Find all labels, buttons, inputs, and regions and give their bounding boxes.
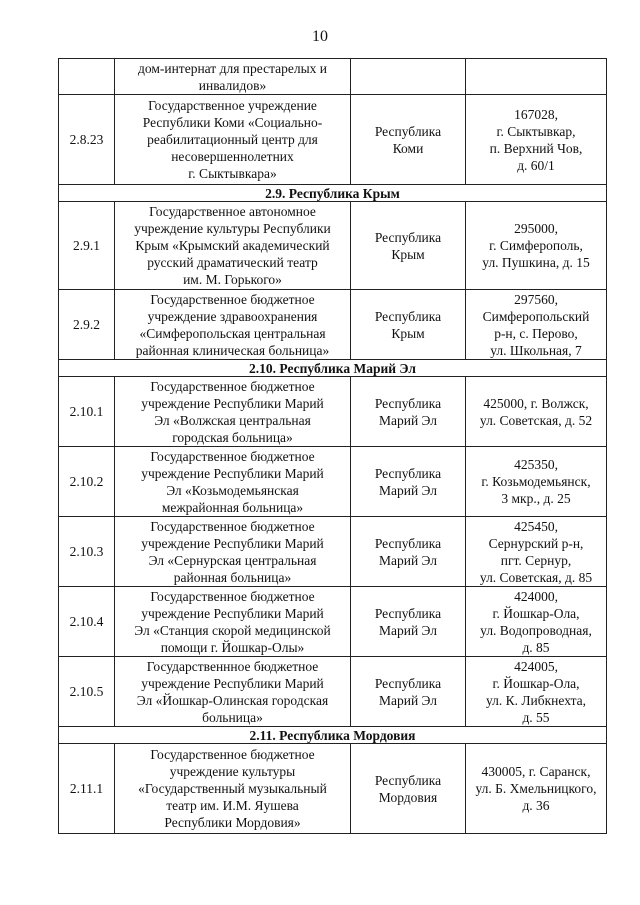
institution-name-cell	[115, 377, 351, 447]
region-line: Марий Эл	[378, 692, 438, 708]
institution-name-line: районная клиническая больница»	[135, 342, 330, 358]
institution-name-line: Государственное бюджетное	[150, 448, 315, 464]
address-line: г. Йошкар-Ола,	[492, 675, 580, 691]
institution-name-line: Государственное бюджетное	[150, 747, 315, 762]
address-line: 425350,	[514, 457, 558, 472]
row-number-cell: 2.11.1	[59, 744, 115, 834]
row-number-cell: 2.10.5	[59, 657, 115, 727]
institution-name-line: несовершеннолетних	[171, 149, 294, 164]
row-number-cell: 2.10.2	[59, 447, 115, 517]
region-line: Республика	[374, 308, 442, 324]
institution-name-line: учреждение Республики Марий	[141, 605, 324, 621]
section-header-row	[59, 360, 607, 377]
section-header-row	[59, 185, 607, 202]
section-title: 2.9. Республика Крым	[59, 185, 607, 202]
address-line: ул. Пушкина, д. 15	[482, 255, 590, 270]
region-line: Марий Эл	[378, 622, 438, 638]
institution-name-line: Государственное бюджетное	[150, 378, 315, 394]
region-cell	[351, 290, 466, 360]
region-line: Республика	[374, 395, 442, 411]
region-cell	[351, 744, 466, 834]
region-cell	[351, 587, 466, 657]
institution-name-line: реабилитационный центр для	[147, 132, 318, 147]
address-line: пгт. Сернур,	[500, 552, 572, 568]
institution-name-line: инвалидов»	[198, 77, 267, 93]
institution-name-line: Государственное автономное	[149, 204, 316, 219]
institution-name-line: Эл «Сернурская центральная	[148, 552, 317, 568]
table-row	[59, 657, 607, 727]
address-line: ул. Школьная, 7	[490, 342, 582, 358]
region-cell	[351, 202, 466, 290]
institution-name-cell	[115, 587, 351, 657]
region-line: Крым	[391, 325, 425, 341]
institution-name-line: городская больница»	[172, 429, 293, 445]
institution-name-cell	[115, 657, 351, 727]
region-line: Республика	[374, 535, 442, 551]
address-line: ул. Б. Хмельницкого,	[475, 781, 597, 796]
row-number-cell: 2.8.23	[59, 95, 115, 185]
row-number-cell: 2.10.1	[59, 377, 115, 447]
page-number: 10	[312, 28, 328, 45]
institution-name-line: учреждение культуры	[169, 764, 296, 779]
table-row	[59, 517, 607, 587]
address-line: 3 мкр., д. 25	[501, 491, 571, 506]
institution-name-cell	[115, 95, 351, 185]
region-line: Марий Эл	[378, 482, 438, 498]
table-row	[59, 587, 607, 657]
address-line: д. 85	[522, 639, 550, 655]
address-line: 424000,	[514, 588, 558, 604]
institution-name-line: учреждение культуры Республики	[134, 221, 331, 236]
institution-name-line: Государственное бюджетное	[150, 518, 315, 534]
institution-name-line: Эл «Станция скорой медицинской	[134, 622, 331, 638]
institution-name-line: учреждение здравоохранения	[147, 308, 318, 324]
address-line: ул. Водопроводная,	[480, 622, 592, 638]
address-line: г. Йошкар-Ола,	[492, 605, 580, 621]
address-line: д. 55	[522, 709, 550, 725]
region-cell	[351, 517, 466, 587]
institution-name-line: Крым «Крымский академический	[135, 238, 330, 253]
institution-name-line: учреждение Республики Марий	[141, 395, 324, 411]
address-line: р-н, с. Перово,	[494, 325, 578, 341]
institution-name-line: Государственное бюджетное	[150, 588, 315, 604]
region-line: Крым	[391, 246, 425, 262]
address-line: 295000,	[514, 221, 558, 236]
table-row	[59, 290, 607, 360]
table-row	[59, 377, 607, 447]
address-line: ул. Советская, д. 52	[479, 412, 593, 428]
row-number-cell: 2.9.2	[59, 290, 115, 360]
region-line: Марий Эл	[378, 552, 438, 568]
region-line: Республика	[374, 123, 442, 139]
address-cell	[466, 587, 607, 657]
row-number-cell	[59, 59, 115, 95]
region-line: Республика	[374, 772, 442, 788]
region-cell	[351, 95, 466, 185]
institution-name-line: русский драматический театр	[147, 255, 318, 270]
address-line: ул. К. Либкнехта,	[485, 692, 587, 708]
address-line: ул. Советская, д. 85	[479, 569, 593, 585]
region-line: Республика	[374, 605, 442, 621]
section-title: 2.10. Республика Марий Эл	[59, 360, 607, 377]
institution-name-cell	[115, 744, 351, 834]
row-number-cell: 2.10.3	[59, 517, 115, 587]
institution-name-line: «Симферопольская центральная	[139, 325, 326, 341]
address-line: 425450,	[514, 518, 558, 534]
address-line: Сернурский р-н,	[488, 535, 584, 551]
region-line: Республика	[374, 465, 442, 481]
institution-name-line: Эл «Йошкар-Олинская городская	[136, 692, 329, 708]
institution-name-line: учреждение Республики Марий	[141, 535, 324, 551]
address-cell	[466, 202, 607, 290]
institution-name-line: г. Сыктывкара»	[188, 166, 277, 181]
institution-name-line: Республики Мордовия»	[164, 815, 301, 830]
address-line: п. Верхний Чов,	[489, 140, 583, 156]
address-cell	[466, 95, 607, 185]
row-number-cell: 2.9.1	[59, 202, 115, 290]
institution-name-line: межрайонная больница»	[161, 499, 304, 515]
address-line: 425000, г. Волжск,	[483, 395, 589, 411]
region-cell	[351, 657, 466, 727]
region-cell	[351, 59, 466, 95]
institution-name-line: Республики Коми «Социально-	[142, 115, 323, 130]
address-line: Симферопольский	[482, 308, 590, 324]
institution-name-line: им. М. Горького»	[183, 272, 282, 287]
region-line: Коми	[392, 140, 424, 156]
table-row	[59, 447, 607, 517]
address-line: г. Симферополь,	[489, 238, 583, 253]
region-cell	[351, 447, 466, 517]
address-line: 167028,	[514, 106, 558, 122]
table-row	[59, 744, 607, 834]
region-line: Марий Эл	[378, 412, 438, 428]
address-cell	[466, 59, 607, 95]
address-line: 424005,	[514, 658, 558, 674]
table-row	[59, 95, 607, 185]
institution-name-cell	[115, 517, 351, 587]
table-row	[59, 202, 607, 290]
address-cell	[466, 657, 607, 727]
institution-name-cell	[115, 447, 351, 517]
institution-name-line: «Государственный музыкальный	[138, 781, 327, 796]
institution-name-line: Государственное бюджетное	[150, 291, 315, 307]
institution-name-line: учреждение Республики Марий	[141, 675, 324, 691]
region-line: Мордовия	[378, 789, 438, 805]
institution-name-cell	[115, 202, 351, 290]
institutions-table	[58, 58, 607, 834]
region-cell	[351, 377, 466, 447]
institution-name-line: Эл «Волжская центральная	[154, 412, 311, 428]
address-line: д. 60/1	[517, 157, 555, 173]
institution-name-cell	[115, 59, 351, 95]
row-number-cell: 2.10.4	[59, 587, 115, 657]
address-cell	[466, 447, 607, 517]
section-title: 2.11. Республика Мордовия	[59, 727, 607, 744]
institution-name-line: Эл «Козьмодемьянская	[166, 482, 299, 498]
institution-name-line: помощи г. Йошкар-Олы»	[160, 639, 305, 655]
institution-name-line: учреждение Республики Марий	[141, 465, 324, 481]
region-line: Республика	[374, 229, 442, 245]
table-row	[59, 59, 607, 95]
institution-name-line: районная больница»	[173, 569, 292, 585]
address-cell	[466, 290, 607, 360]
institution-name-line: Государственное учреждение	[148, 98, 317, 113]
address-line: 297560,	[514, 291, 558, 307]
address-cell	[466, 517, 607, 587]
address-cell	[466, 377, 607, 447]
institution-name-cell	[115, 290, 351, 360]
institution-name-line: больница»	[202, 709, 263, 725]
section-header-row	[59, 727, 607, 744]
region-line: Республика	[374, 675, 442, 691]
address-line: 430005, г. Саранск,	[481, 764, 591, 779]
address-line: г. Сыктывкар,	[496, 123, 576, 139]
address-line: д. 36	[522, 798, 550, 813]
institution-name-line: дом-интернат для престарелых и	[137, 60, 328, 76]
institution-name-line: театр им. И.М. Яушева	[166, 798, 299, 813]
address-line: г. Козьмодемьянск,	[481, 474, 591, 489]
institutions-table-body	[59, 59, 607, 834]
address-cell	[466, 744, 607, 834]
institution-name-line: Государственнное бюджетное	[146, 658, 319, 674]
